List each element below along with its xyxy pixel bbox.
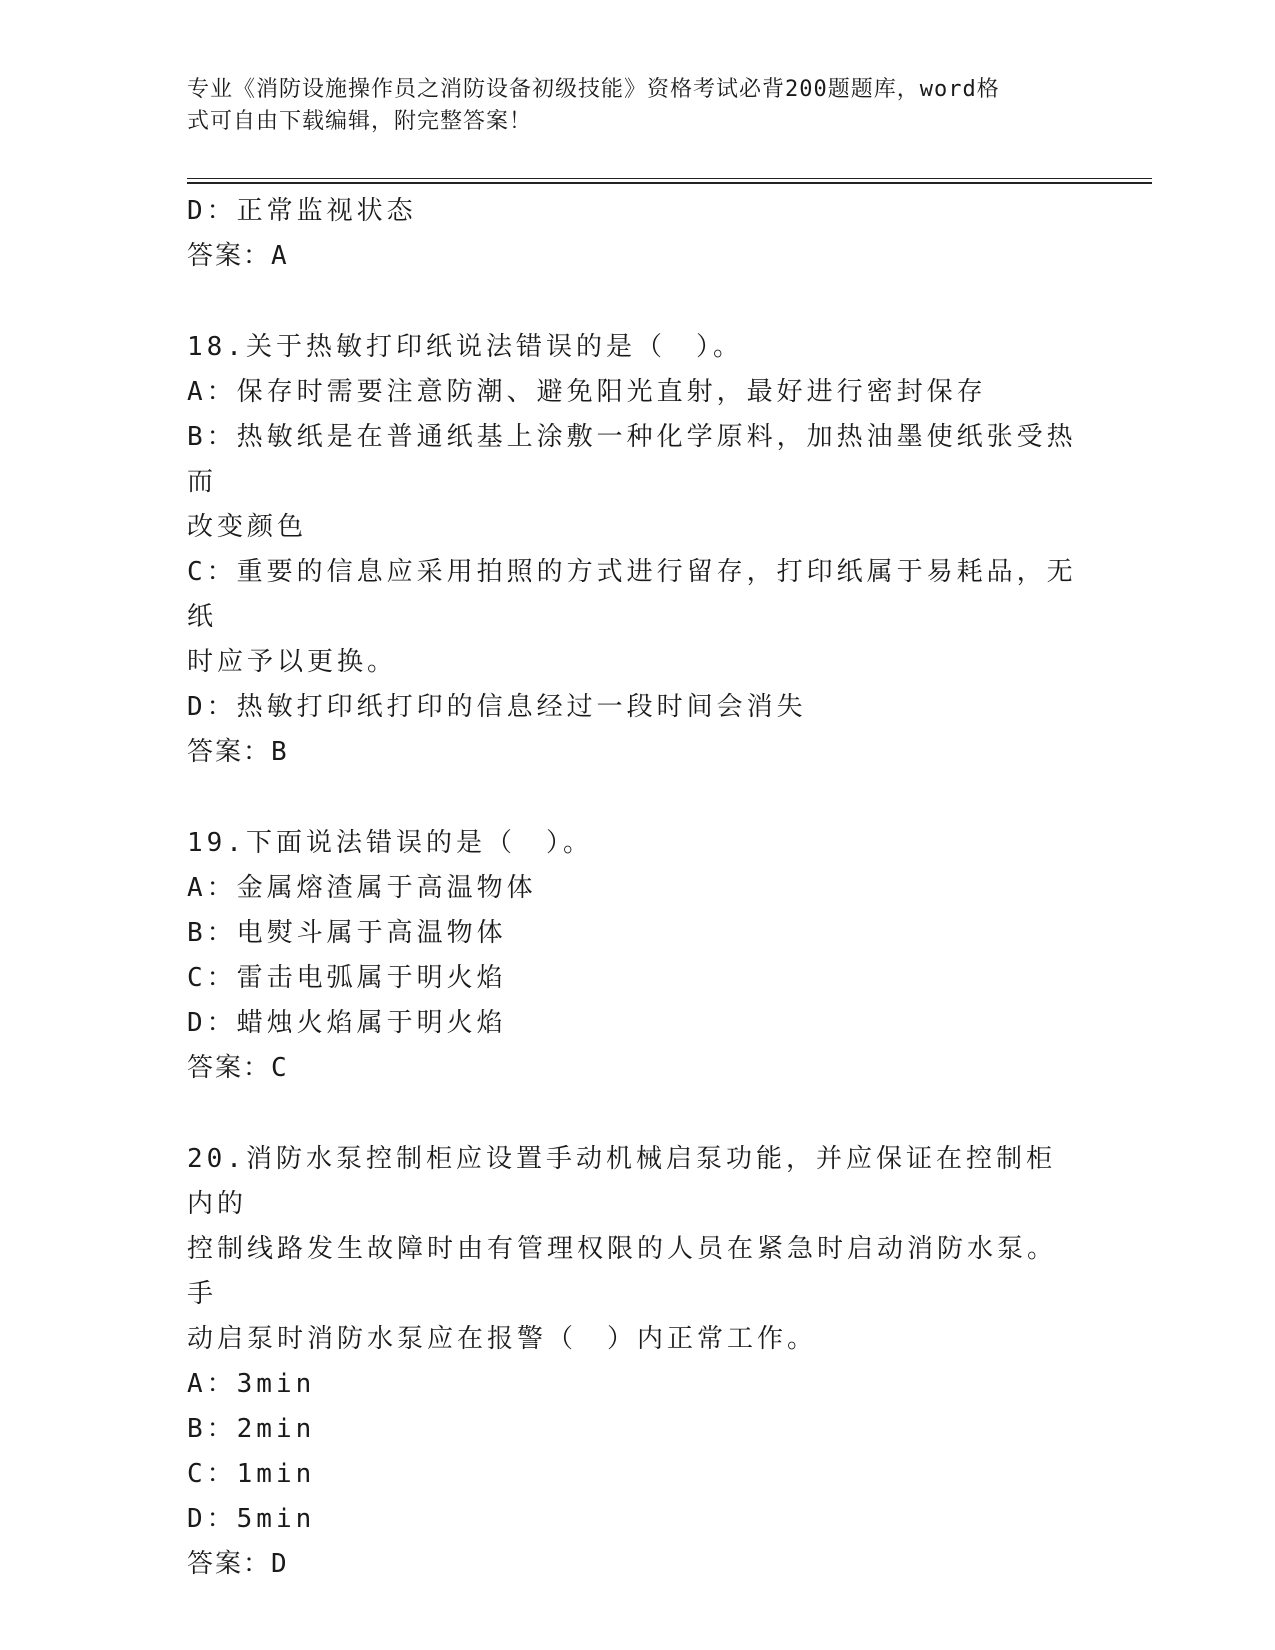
option-d: D：热敏打印纸打印的信息经过一段时间会消失 <box>187 692 807 722</box>
option-b: B：电熨斗属于高温物体 <box>187 918 507 948</box>
spacer <box>187 279 1077 325</box>
option-b-continued: 改变颜色 <box>187 512 308 542</box>
document-body <box>187 189 1077 1587</box>
option-c-continued: 时应予以更换。 <box>187 647 398 677</box>
header-divider-thin <box>187 178 1152 179</box>
question-19 <box>187 821 1077 1091</box>
question-18 <box>187 325 1077 775</box>
question-text: 19.下面说法错误的是（ ）。 <box>187 828 593 858</box>
question-text: 20.消防水泵控制柜应设置手动机械启泵功能，并应保证在控制柜内的 <box>187 1144 1056 1219</box>
answer-line: 答案：C <box>187 1053 289 1083</box>
answer-line: 答案：B <box>187 737 289 767</box>
option-b: B：2min <box>187 1414 316 1444</box>
option-d: D：5min <box>187 1504 316 1534</box>
question-text-continued: 动启泵时消防水泵应在报警（ ）内正常工作。 <box>187 1324 818 1354</box>
question-text-continued: 控制线路发生故障时由有管理权限的人员在紧急时启动消防水泵。手 <box>187 1234 1058 1309</box>
document-header <box>187 74 1067 138</box>
option-c: C：雷击电弧属于明火焰 <box>187 963 507 993</box>
header-line-2: 式可自由下载编辑，附完整答案！ <box>187 109 533 134</box>
answer-line: 答案：D <box>187 1549 289 1579</box>
header-divider-thick <box>187 182 1152 184</box>
option-d: D：蜡烛火焰属于明火焰 <box>187 1008 507 1038</box>
header-line-1: 专业《消防设施操作员之消防设备初级技能》资格考试必背200题题库，word格 <box>187 77 1000 102</box>
question-20 <box>187 1137 1077 1587</box>
option-c: C：1min <box>187 1459 316 1489</box>
question-text: 18.关于热敏打印纸说法错误的是（ ）。 <box>187 332 743 362</box>
option-a: A：保存时需要注意防潮、避免阳光直射，最好进行密封保存 <box>187 377 987 407</box>
spacer <box>187 1091 1077 1137</box>
option-a: A：3min <box>187 1369 316 1399</box>
option-c: C：重要的信息应采用拍照的方式进行留存，打印纸属于易耗品，无纸 <box>187 557 1077 632</box>
spacer <box>187 775 1077 821</box>
option-d: D：正常监视状态 <box>187 196 417 226</box>
option-a: A：金属熔渣属于高温物体 <box>187 873 537 903</box>
previous-question-tail <box>187 189 1077 279</box>
answer-line: 答案：A <box>187 241 289 271</box>
option-b: B：热敏纸是在普通纸基上涂敷一种化学原料，加热油墨使纸张受热而 <box>187 422 1077 497</box>
